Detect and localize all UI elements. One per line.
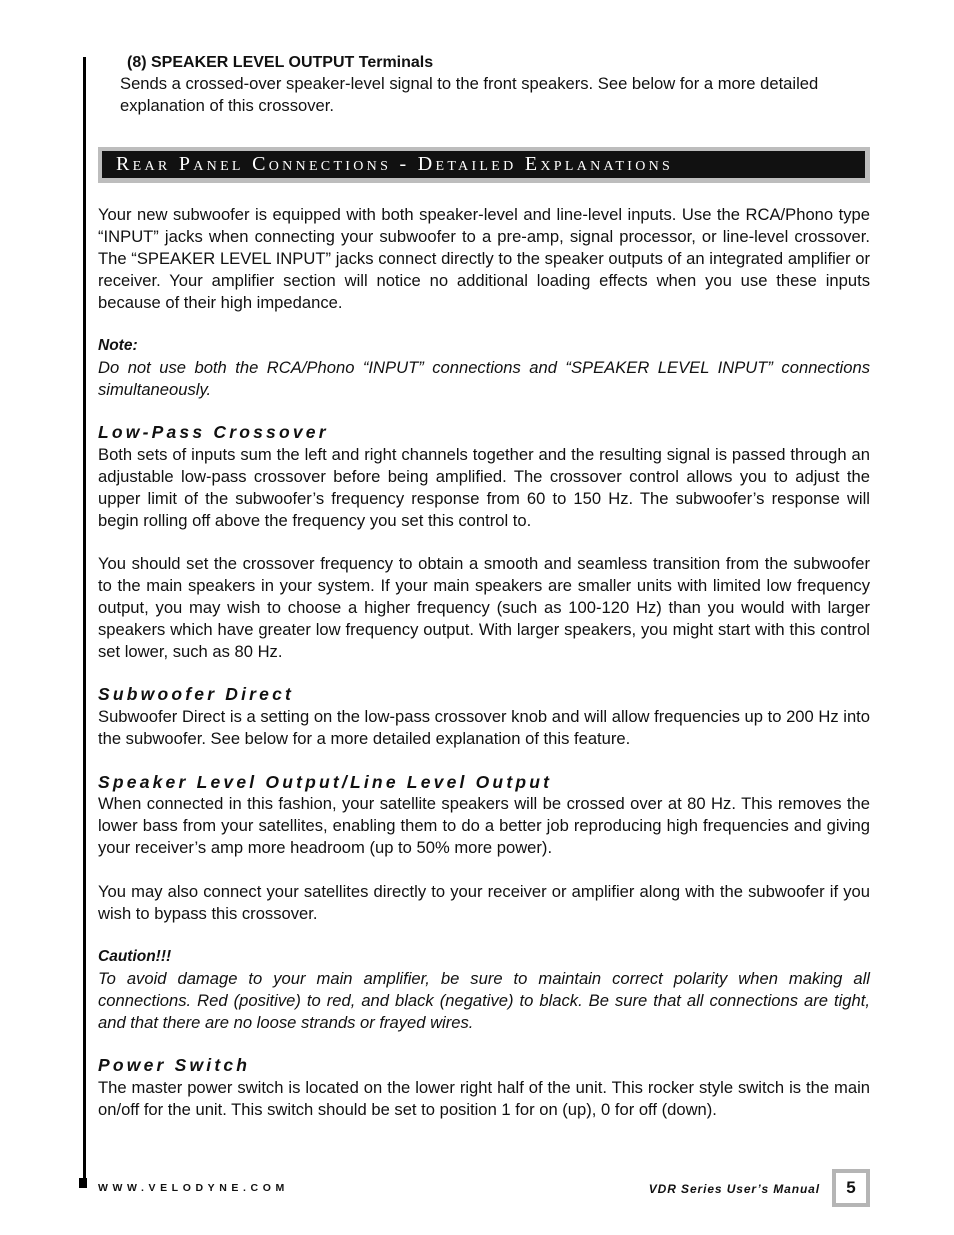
caution-label: Caution!!! xyxy=(98,948,172,965)
power-paragraph: The master power switch is located on the lower right half of the unit. This rocker style switch is the main on/off for the unit. This switch should be set to position 1 for on (up), 0 for off (down). xyxy=(98,1078,870,1119)
caution-text: To avoid damage to your main amplifier, be sure to maintain correct polarity when making all connections. Red (positive) to red, and black (negative) to black. Be sure that all connections are tight, and that there are no loose strands or frayed wires. xyxy=(98,969,870,1032)
lowpass-paragraph-2: You should set the crossover frequency to obtain a smooth and seamless transition from the subwoofer to the main speakers in your system. If your main speakers are smaller units with limited low frequency output, you may wish to choose a higher frequency (such as 100-120 Hz) than you would with larger speakers which have greater low frequency output. With larger speakers, you might start with this control set lower, such as 80 Hz. xyxy=(98,554,870,661)
note-text: Do not use both the RCA/Phono “INPUT” connections and “SPEAKER LEVEL INPUT” connections simultaneously. xyxy=(98,358,870,399)
section-banner xyxy=(98,147,870,183)
section-banner-title: Rear Panel Connections - Detailed Explanations xyxy=(102,151,865,178)
speaker-output-paragraph-1: When connected in this fashion, your satellite speakers will be crossed over at 80 Hz. This removes the lower bass from your satellites, enabling them to do a better job reproducing high frequencies and giving your receiver’s amp more headroom (up to 50% more power). xyxy=(98,794,870,857)
terminal-description: Sends a crossed-over speaker-level signal to the front speakers. See below for a more detailed explanation of this crossover. xyxy=(120,74,819,115)
terminal-heading: (8) SPEAKER LEVEL OUTPUT Terminals xyxy=(127,54,434,71)
margin-rule xyxy=(83,57,86,1183)
power-heading: Power Switch xyxy=(98,1055,251,1075)
footer-url: WWW.VELODYNE.COM xyxy=(98,1182,289,1194)
page-number: 5 xyxy=(836,1173,866,1203)
direct-heading: Subwoofer Direct xyxy=(98,684,295,704)
lowpass-heading: Low-Pass Crossover xyxy=(98,422,329,442)
footer-manual-title: VDR Series User’s Manual xyxy=(648,1182,820,1196)
direct-paragraph: Subwoofer Direct is a setting on the low-pass crossover knob and will allow frequencies up to 200 Hz into the subwoofer. See below for a more detailed explanation of this feature. xyxy=(98,707,871,748)
note-label: Note: xyxy=(98,337,138,354)
lowpass-paragraph-1: Both sets of inputs sum the left and right channels together and the resulting signal is passed through an adjustable low-pass crossover before being amplified. The crossover control allows you to adjust the upper limit of the subwoofer’s frequency response from 60 to 150 Hz. The subwoofer’s response will begin rolling off above the frequency you set this control to. xyxy=(98,445,870,530)
margin-rule-end xyxy=(79,1178,87,1188)
speaker-output-heading: Speaker Level Output/Line Level Output xyxy=(98,772,553,792)
intro-paragraph: Your new subwoofer is equipped with both speaker-level and line-level inputs. Use the RCA/Phono type “INPUT” jacks when connecting your subwoofer to a pre-amp, signal processor, or line-level crossover. The “SPEAKER LEVEL INPUT” jacks connect directly to the speaker outputs of an integrated amplifier or receiver. Your amplifier section will notice no additional loading effects when you use these inputs because of their high impedance. xyxy=(98,205,870,312)
page-number-box xyxy=(832,1169,870,1207)
speaker-output-paragraph-2: You may also connect your satellites directly to your receiver or amplifier along with the subwoofer if you wish to bypass this crossover. xyxy=(98,882,870,923)
